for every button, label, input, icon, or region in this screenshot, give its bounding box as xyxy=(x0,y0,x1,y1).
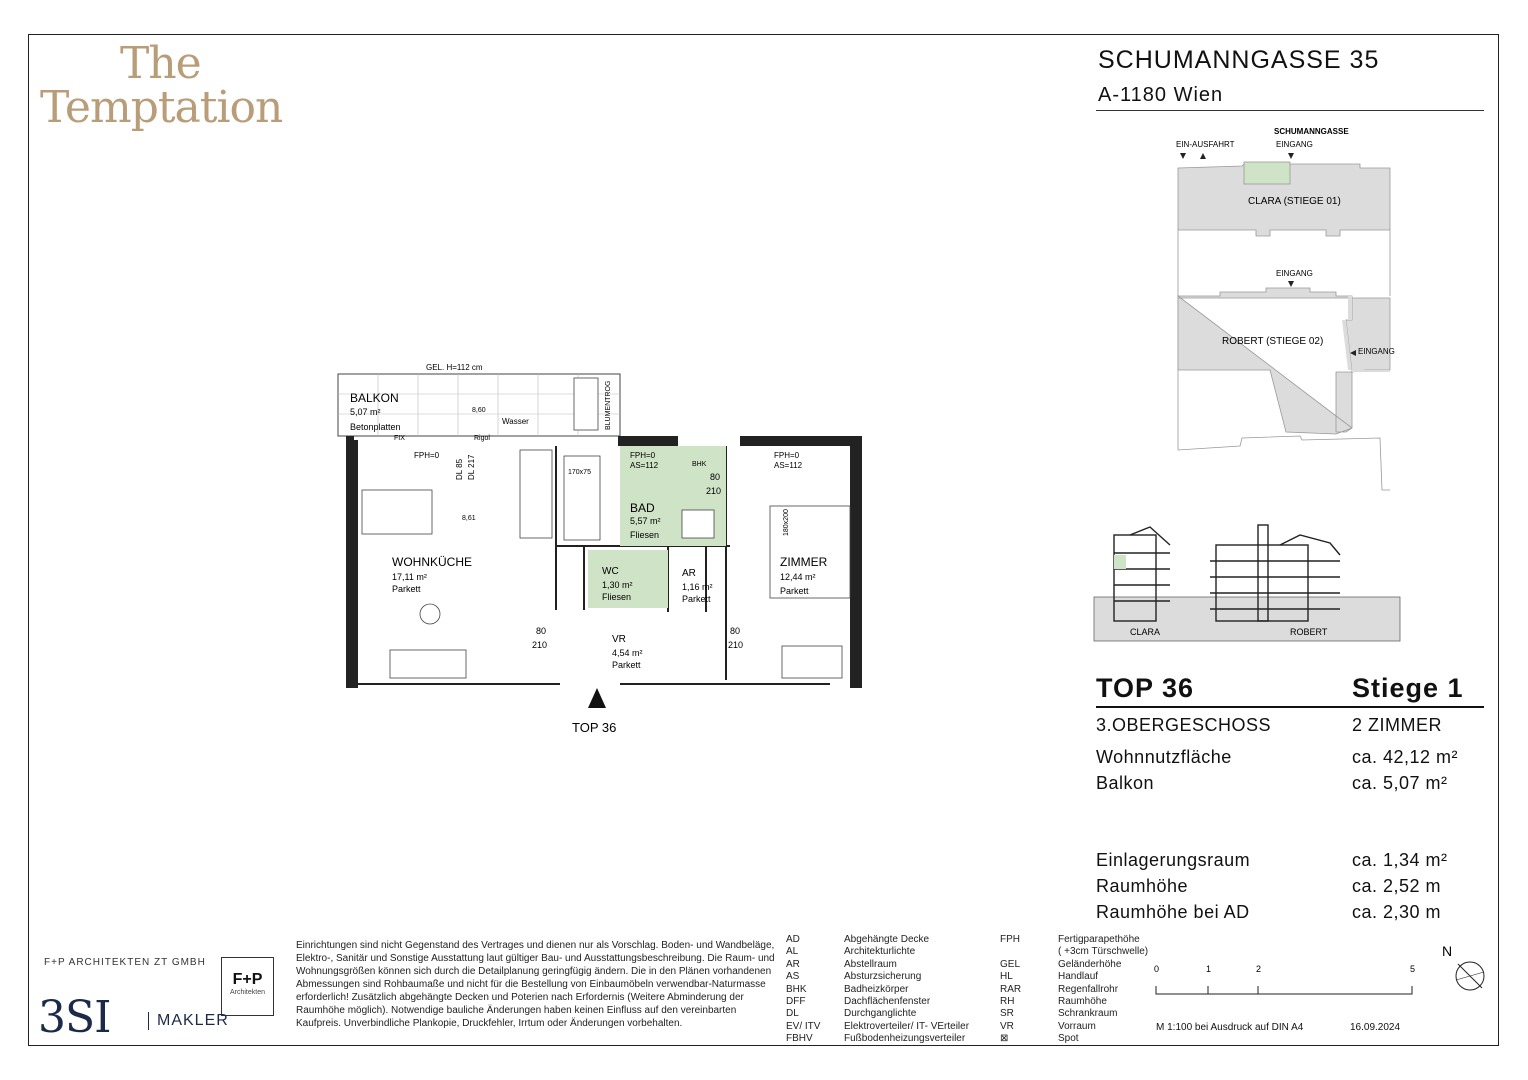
legend-abbr: GEL xyxy=(1000,958,1021,970)
blumentrog-box xyxy=(574,378,598,430)
site-eingang-top: EINGANG xyxy=(1276,140,1313,149)
balkon-rigol: Rigol xyxy=(474,435,490,442)
legend-abbr: BHK xyxy=(786,983,807,995)
brand-logo xyxy=(40,38,283,133)
wohnkueche-level: 8,61 xyxy=(462,515,476,522)
scale-line xyxy=(1156,986,1412,994)
wc-floor: Fliesen xyxy=(602,592,632,602)
legend-desc: Architekturlichte xyxy=(844,946,916,958)
legend-desc: ( +3cm Türschwelle) xyxy=(1058,946,1149,958)
legend-abbr: DFF xyxy=(786,996,806,1008)
scale-tick-1: 1 xyxy=(1206,964,1212,974)
legend-desc: Elektroverteiler/ IT- VErteiler xyxy=(844,1020,970,1032)
legend-abbr: HL xyxy=(1000,971,1013,983)
wardrobe xyxy=(782,646,842,678)
balkon-blumentrog: BLUMENTROG xyxy=(605,380,612,430)
legend-row xyxy=(786,996,969,1008)
legend-desc: Geländerhöhe xyxy=(1058,958,1122,970)
site-street-label: SCHUMANNGASSE xyxy=(1274,127,1349,136)
wohnkueche-dl2: DL 217 xyxy=(467,454,476,480)
legend-row xyxy=(1000,996,1148,1008)
highlight-unit xyxy=(1114,555,1126,569)
legend-desc: Absturzsicherung xyxy=(844,971,922,983)
row-label-balkon: Balkon xyxy=(1096,773,1155,793)
site-eingang-mid: EINGANG xyxy=(1276,269,1313,278)
legend-row xyxy=(1000,971,1148,983)
bad-door-w: 80 xyxy=(710,472,721,482)
legend-left xyxy=(786,934,969,1046)
wc-name: WC xyxy=(602,566,619,577)
kitchen-door-w: 80 xyxy=(536,626,547,636)
legend-row xyxy=(1000,1008,1148,1020)
section-label-robert: ROBERT xyxy=(1290,627,1328,637)
balkon-name: BALKON xyxy=(350,391,399,405)
ar-area: 1,16 m² xyxy=(682,582,713,592)
balkon-area: 5,07 m² xyxy=(350,407,381,417)
legend-desc: Abgehängte Decke xyxy=(844,934,930,945)
unit-top-number: TOP 36 xyxy=(1096,673,1195,703)
row-value-wohnnutzflaeche: ca. 42,12 m² xyxy=(1352,747,1459,767)
legend-row xyxy=(786,984,969,996)
vr-floor: Parkett xyxy=(612,660,641,670)
logo-line-2: Temptation xyxy=(40,82,283,133)
north-arrow xyxy=(1440,940,1494,1002)
wohnkueche-floor: Parkett xyxy=(392,584,421,594)
scale-tick-2: 2 xyxy=(1256,964,1262,974)
arrow-up-icon xyxy=(1200,153,1206,159)
ar-name: AR xyxy=(682,568,696,579)
logo-line-1: The xyxy=(120,38,201,89)
scale-bar xyxy=(1150,958,1420,998)
legend-abbr: FBHV xyxy=(786,1033,813,1045)
side-table xyxy=(420,604,440,624)
zimmer-area: 12,44 m² xyxy=(780,572,816,582)
site-eingang-side: EINGANG xyxy=(1358,347,1395,356)
unit-floor: 3.OBERGESCHOSS xyxy=(1096,715,1272,735)
legend-desc: Vorraum xyxy=(1058,1020,1096,1032)
legend-row xyxy=(1000,934,1148,946)
arrow-down-icon xyxy=(1288,281,1294,287)
balkon-wasser: Wasser xyxy=(502,417,529,426)
legend-row xyxy=(1000,1021,1148,1033)
zimmer-door-h: 210 xyxy=(728,640,744,650)
address-city: A-1180 Wien xyxy=(1098,84,1224,106)
section-view xyxy=(1090,515,1500,645)
entry-arrow-icon xyxy=(588,688,606,708)
wohnkueche-area: 17,11 m² xyxy=(392,572,427,582)
zimmer-fph: FPH=0 xyxy=(774,451,800,460)
row-label-einlagerungsraum: Einlagerungsraum xyxy=(1096,850,1251,870)
arrow-down-icon xyxy=(1180,153,1186,159)
bad-floor-label: Fliesen xyxy=(630,530,660,540)
bad-as: AS=112 xyxy=(630,461,659,470)
makler-logo xyxy=(38,992,229,1043)
plan-date: 16.09.2024 xyxy=(1350,1022,1401,1033)
legend-row xyxy=(1000,984,1148,996)
arrow-down-icon xyxy=(1288,153,1294,159)
legend-abbr: SR xyxy=(1000,1008,1014,1020)
building-robert-label: ROBERT (STIEGE 02) xyxy=(1222,336,1324,347)
fp-logo-sub: Architekten xyxy=(229,989,266,996)
architect-company: F+P ARCHITEKTEN ZT GMBH xyxy=(44,957,206,968)
unit-rooms: 2 ZIMMER xyxy=(1352,715,1443,735)
site-boundary-bottom xyxy=(1178,436,1390,490)
sofa xyxy=(390,650,466,678)
makler-logo-small: MAKLER xyxy=(148,1012,229,1030)
legend-abbr: VR xyxy=(1000,1020,1014,1032)
legend-desc: Durchganglichte xyxy=(844,1008,917,1020)
floor-plan xyxy=(330,360,890,740)
row-value-balkon: ca. 5,07 m² xyxy=(1352,773,1448,793)
legend-desc: Schrankraum xyxy=(1058,1008,1118,1020)
wohnkueche-dl1: DL 85 xyxy=(455,458,464,480)
legend-row xyxy=(786,934,969,946)
legend-abbr: EV/ ITV xyxy=(786,1020,821,1032)
bad-name: BAD xyxy=(630,501,655,515)
balkon-level: 8,60 xyxy=(472,407,486,414)
legend-row xyxy=(786,1021,969,1033)
makler-logo-big: 3SI xyxy=(38,992,111,1043)
legend-desc: Spot xyxy=(1058,1033,1079,1045)
wc-area: 1,30 m² xyxy=(602,580,633,590)
compass-cross xyxy=(1456,972,1484,980)
scale-text: M 1:100 bei Ausdruck auf DIN A4 xyxy=(1156,1022,1304,1033)
legend-row xyxy=(786,1008,969,1020)
address-divider xyxy=(1096,110,1484,111)
row-label-raumhoehe-ad: Raumhöhe bei AD xyxy=(1096,902,1250,922)
vr-area: 4,54 m² xyxy=(612,648,643,658)
legend-row xyxy=(1000,959,1148,971)
legend-abbr: RH xyxy=(1000,996,1015,1008)
north-label: N xyxy=(1442,943,1453,959)
legend-desc: Handlauf xyxy=(1058,971,1099,983)
address-street: SCHUMANNGASSE 35 xyxy=(1098,46,1380,74)
unit-stiege: Stiege 1 xyxy=(1352,673,1464,703)
washbasin xyxy=(682,510,714,538)
balkon-floor: Betonplatten xyxy=(350,422,401,432)
legend-abbr: AS xyxy=(786,971,800,983)
legend-right xyxy=(1000,934,1148,1046)
legend-abbr: FPH xyxy=(1000,934,1020,945)
legend-desc: Badheizkörper xyxy=(844,983,909,995)
row-label-wohnnutzflaeche: Wohnnutzfläche xyxy=(1096,747,1232,767)
bad-area: 5,57 m² xyxy=(630,516,661,526)
fp-logo-text: F+P xyxy=(232,971,263,988)
building-clara-label: CLARA (STIEGE 01) xyxy=(1248,196,1341,207)
site-plan xyxy=(1090,120,1490,500)
legend-desc: Fertigparapethöhe xyxy=(1058,934,1140,945)
legend-row xyxy=(786,1033,969,1045)
legend-desc: Dachflächenfenster xyxy=(844,996,931,1008)
fp-logo xyxy=(221,957,274,1016)
row-label-raumhoehe: Raumhöhe xyxy=(1096,876,1189,896)
wohnkueche-fph: FPH=0 xyxy=(414,451,440,460)
bad-door-h: 210 xyxy=(706,486,722,496)
bad-bhk: BHK xyxy=(692,461,707,468)
legend-abbr: RAR xyxy=(1000,983,1022,995)
scale-tick-5: 5 xyxy=(1410,964,1416,974)
unit-divider xyxy=(1096,706,1484,708)
dining-table xyxy=(362,490,432,534)
balkon-fix: FIX xyxy=(394,435,405,442)
zimmer-as: AS=112 xyxy=(774,461,803,470)
bad-tub: 170x75 xyxy=(568,469,591,476)
legend-desc: Regenfallrohr xyxy=(1058,983,1119,995)
ar-floor: Parkett xyxy=(682,594,711,604)
legend-row xyxy=(786,971,969,983)
legend-abbr xyxy=(1000,946,1058,958)
legend-row xyxy=(786,959,969,971)
legend-desc: Fußbodenheizungsverteiler xyxy=(844,1033,966,1045)
legend-abbr: AR xyxy=(786,958,800,970)
legend-abbr: DL xyxy=(786,1008,799,1020)
legend-row xyxy=(786,946,969,958)
legend-abbr: AD xyxy=(786,934,800,945)
zimmer-name: ZIMMER xyxy=(780,555,828,569)
zimmer-door-w: 80 xyxy=(730,626,741,636)
wohnkueche-name: WOHNKÜCHE xyxy=(392,555,472,569)
entrance-area xyxy=(1244,162,1290,184)
kitchen-counter xyxy=(520,450,552,538)
entry-label: TOP 36 xyxy=(572,720,617,735)
legal-disclaimer: Einrichtungen sind nicht Gegenstand des Vertrages und dienen nur als Vorschlag. Boden- und Wandbeläge, Elektro-, Sanitär und Sonstige Ausstattung laut gültiger Bau- und Ausstattungsbeschreibung. Die Raum- und Wohnungsgrößen können sich durch die Detailplanung geringfügig ändern. Die in den Plänen vorhandenen Abmessungen sind Rohbaumaße und nicht für die Bestellung von Einbaumöbeln verwendbar-Naturmasse erforderlich! Zusätzlich abgehängte Decken und Poterien nach Erfordernis (Weitere Abminderung der Raumhöhe möglich). Notwendige bauliche Änderungen haben keinen Einfluss auf den vereinbarten Kaufpreis. Unverbindliche Plankopie, Druckfehler, Irrtum oder Änderungen vorbehalten. xyxy=(296,940,775,1029)
site-ein-ausfahrt: EIN-AUSFAHRT xyxy=(1176,140,1235,149)
legend-abbr: AL xyxy=(786,946,799,958)
legend-row xyxy=(1000,1033,1148,1045)
row-value-einlagerungsraum: ca. 1,34 m² xyxy=(1352,850,1448,870)
section-label-clara: CLARA xyxy=(1130,627,1161,637)
kitchen-door-h: 210 xyxy=(532,640,548,650)
vr-name: VR xyxy=(612,634,626,645)
building-robert xyxy=(1178,288,1390,434)
bad-fph: FPH=0 xyxy=(630,451,656,460)
legend-abbr: ⊠ xyxy=(1000,1033,1009,1045)
zimmer-floor: Parkett xyxy=(780,586,809,596)
legend-row xyxy=(1000,946,1148,958)
row-value-raumhoehe-ad: ca. 2,30 m xyxy=(1352,902,1442,922)
row-value-raumhoehe: ca. 2,52 m xyxy=(1352,876,1442,896)
legend-desc: Raumhöhe xyxy=(1058,996,1107,1008)
railing-label: GEL. H=112 cm xyxy=(426,363,483,372)
legend-desc: Abstellraum xyxy=(844,958,897,970)
bed xyxy=(770,506,850,598)
zimmer-bed: 180x200 xyxy=(783,509,790,536)
scale-tick-0: 0 xyxy=(1154,964,1160,974)
